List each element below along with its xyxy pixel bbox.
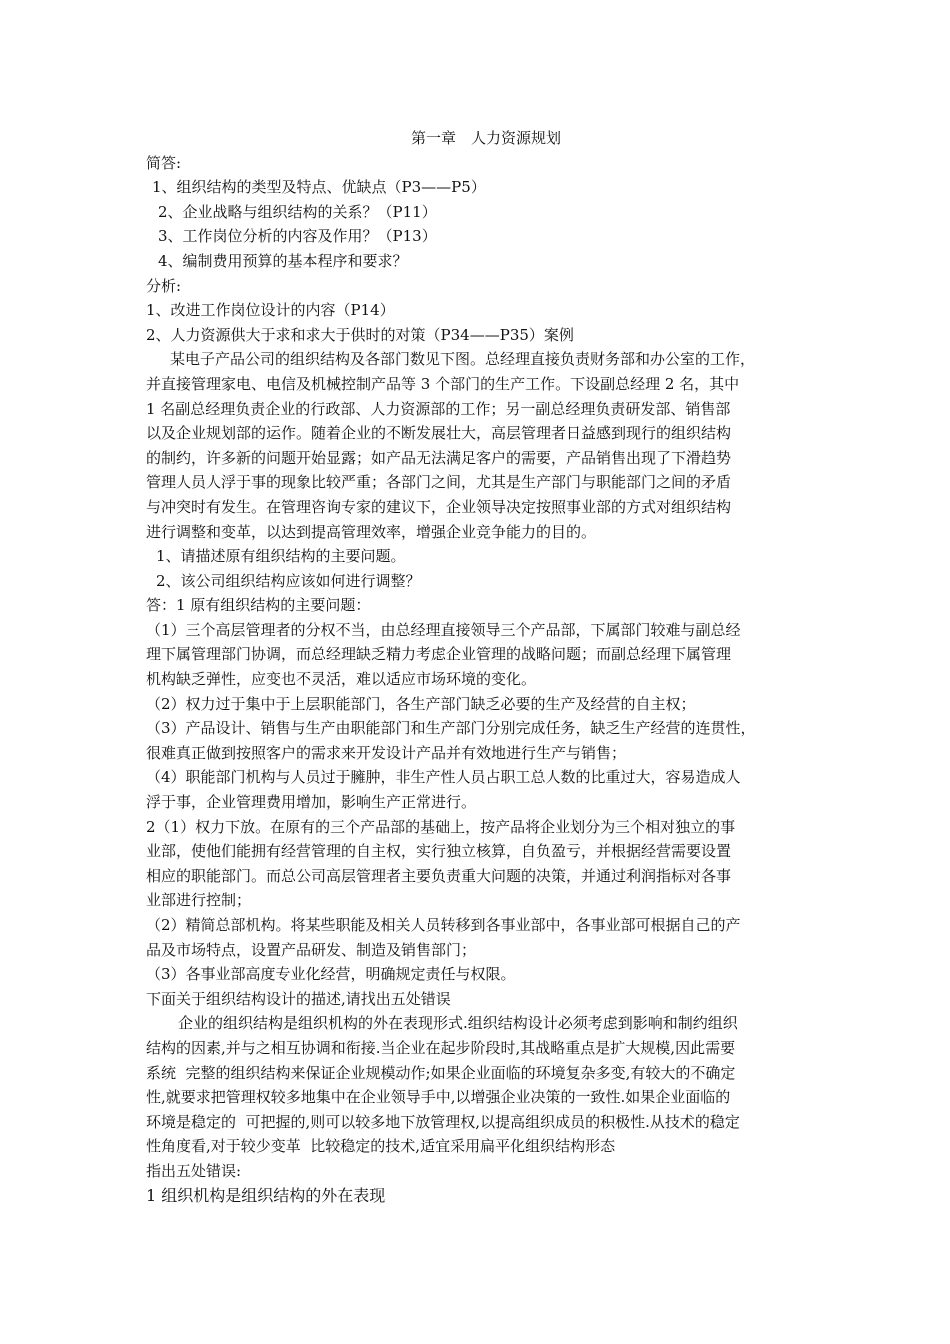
case-line: 进行调整和变革，以达到提高管理效率，增强企业竞争能力的目的。 bbox=[146, 522, 597, 541]
chapter-title: 第一章 人力资源规划 bbox=[410, 129, 561, 147]
answer-line: （2）精简总部机构。将某些职能及相关人员转移到各事业部中，各事业部可根据自己的产 bbox=[146, 916, 741, 934]
error-task-line: 性,就要求把管理权较多地集中在企业领导手中,以增强企业决策的一致性.如果企业面临的 bbox=[146, 1088, 731, 1107]
short-answer-heading: 简答: bbox=[146, 153, 182, 172]
case-line: 与冲突时有发生。在管理咨询专家的建议下，企业领导决定按照事业部的方式对组织结构 bbox=[146, 497, 732, 516]
answer-line: （1）三个高层管理者的分权不当，由总经理直接领导三个产品部，下属部门较难与副总经 bbox=[146, 620, 741, 639]
short-answer-item: 4、编制费用预算的基本程序和要求？ bbox=[158, 251, 408, 270]
case-line: 以及企业规划部的运作。随着企业的不断发展壮大，高层管理者日益感到现行的组织结构 bbox=[146, 424, 732, 443]
answer-line: 机构缺乏弹性，应变也不灵活，难以适应市场环境的变化。 bbox=[146, 670, 537, 689]
answer-line: （2）权力过于集中于上层职能部门，各生产部门缺乏必要的生产及经营的自主权； bbox=[146, 694, 696, 713]
short-answer-item: 3、工作岗位分析的内容及作用？（P13） bbox=[158, 227, 437, 246]
answer-line: 很难真正做到按照客户的需求来开发设计产品并有效地进行生产与销售； bbox=[146, 743, 627, 762]
answer-line: 2（1）权力下放。在原有的三个产品部的基础上，按产品将企业划分为三个相对独立的事 bbox=[146, 817, 736, 836]
case-line: 管理人员人浮于事的现象比较严重；各部门之间，尤其是生产部门与职能部门之间的矛盾 bbox=[146, 473, 732, 492]
answer-line: 理下属管理部门协调，而总经理缺乏精力考虑企业管理的战略问题；而副总经理下属管理 bbox=[146, 645, 732, 664]
error-item: 1 组织机构是组织结构的外在表现 bbox=[146, 1185, 386, 1205]
answer-line: （3）产品设计、销售与生产由职能部门和生产部门分别完成任务，缺乏生产经营的连贯性， bbox=[146, 719, 756, 738]
answer-line: （3）各事业部高度专业化经营，明确规定责任与权限。 bbox=[146, 965, 516, 984]
answer-line: 品及市场特点，设置产品研发、制造及销售部门； bbox=[146, 940, 477, 959]
document-body bbox=[146, 126, 818, 1208]
error-task-line: 结构的因素,并与之相互协调和衔接.当企业在起步阶段时,其战略重点是扩大规模,因此需要 bbox=[146, 1038, 736, 1057]
answer-line: 答：1 原有组织结构的主要问题： bbox=[146, 596, 371, 615]
case-question: 2、该公司组织结构应该如何进行调整？ bbox=[156, 571, 421, 590]
analysis-item: 1、改进工作岗位设计的内容（P14） bbox=[146, 301, 395, 320]
error-task-line: 企业的组织结构是组织机构的外在表现形式.组织结构设计必须考虑到影响和制约组织 bbox=[178, 1014, 738, 1033]
short-answer-item: 1、组织结构的类型及特点、优缺点（P3——P5） bbox=[152, 178, 486, 197]
error-task-heading: 下面关于组织结构设计的描述,请找出五处错误 bbox=[146, 989, 451, 1008]
short-answer-item: 2、企业战略与组织结构的关系？（P11） bbox=[158, 202, 437, 221]
case-line: 某电子产品公司的组织结构及各部门数见下图。总经理直接负责财务部和办公室的工作， bbox=[170, 350, 756, 369]
error-task-line: 环境是稳定的 可把握的,则可以较多地下放管理权,以提高组织成员的积极性.从技术的稳定 bbox=[146, 1112, 740, 1131]
analysis-item: 2、人力资源供大于求和求大于供时的对策（P34——P35）案例 bbox=[146, 325, 574, 344]
analysis-heading: 分析: bbox=[146, 276, 182, 295]
error-task-subheading: 指出五处错误: bbox=[146, 1161, 242, 1180]
case-line: 1 名副总经理负责企业的行政部、人力资源部的工作；另一副总经理负责研发部、销售部 bbox=[146, 399, 731, 418]
error-task-line: 系统 完整的组织结构来保证企业规模动作;如果企业面临的环境复杂多变,有较大的不确定 bbox=[146, 1063, 736, 1082]
error-task-line: 性角度看,对于较少变革 比较稳定的技术,适宜采用扁平化组织结构形态 bbox=[146, 1137, 616, 1156]
answer-line: 业部进行控制； bbox=[146, 891, 252, 910]
answer-line: （4）职能部门机构与人员过于臃肿，非生产性人员占职工总人数的比重过大，容易造成人 bbox=[146, 768, 741, 787]
case-line: 并直接管理家电、电信及机械控制产品等 3 个部门的生产工作。下设副总经理 2 名，其中 bbox=[146, 374, 740, 393]
answer-line: 浮于事，企业管理费用增加，影响生产正常进行。 bbox=[146, 793, 477, 812]
answer-line: 业部，使他们能拥有经营管理的自主权，实行独立核算，自负盈亏，并根据经营需要设置 bbox=[146, 842, 732, 861]
answer-line: 相应的职能部门。而总公司高层管理者主要负责重大问题的决策，并通过利润指标对各事 bbox=[146, 866, 732, 885]
case-question: 1、请描述原有组织结构的主要问题。 bbox=[156, 547, 406, 566]
case-line: 的制约，许多新的问题开始显露；如产品无法满足客户的需要，产品销售出现了下滑趋势 bbox=[146, 448, 732, 467]
